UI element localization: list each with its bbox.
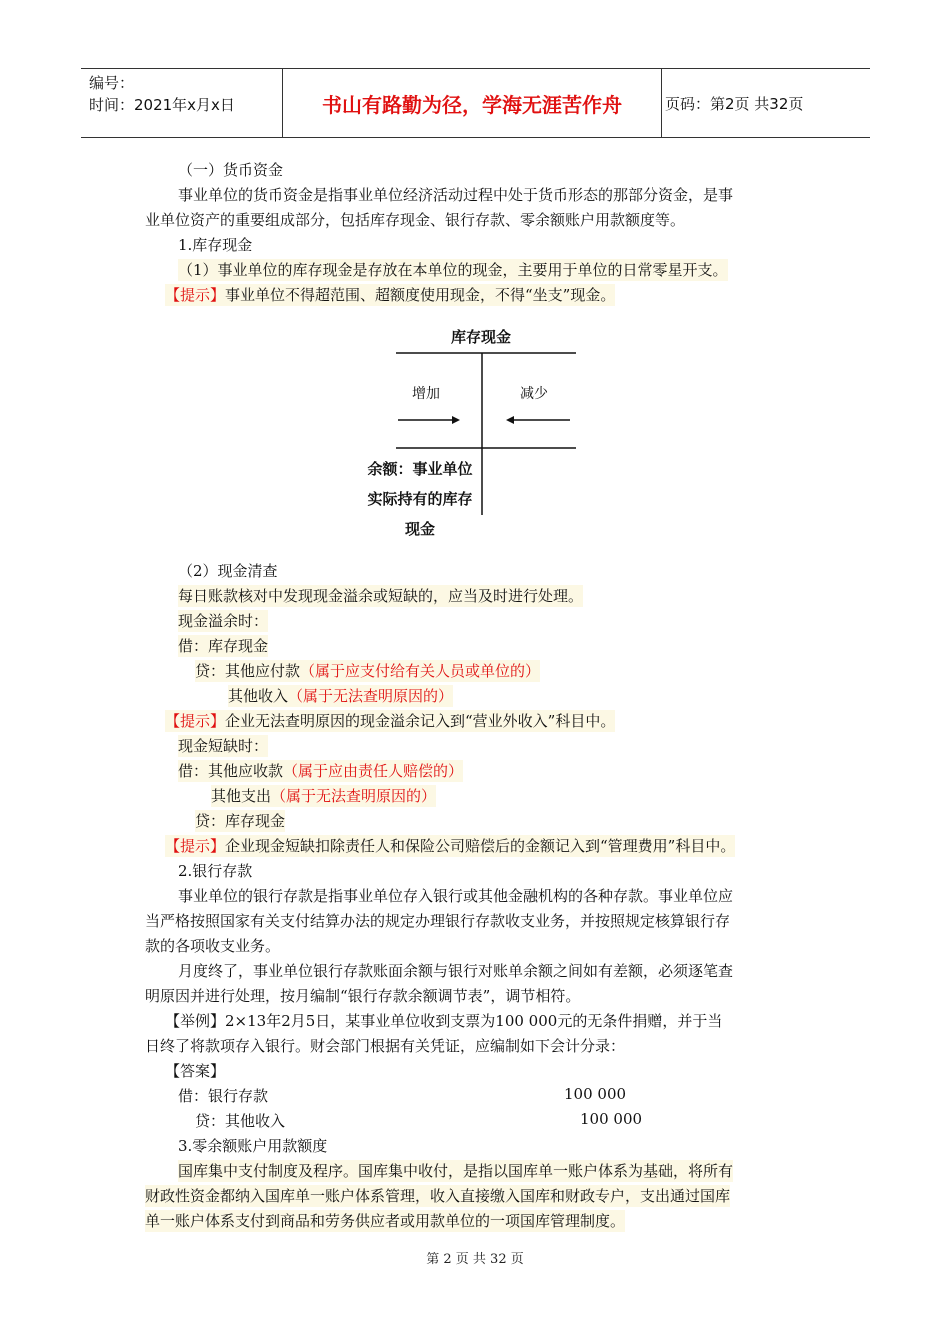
paragraph-line: 每日账款核对中发现现金溢余或短缺的，应当及时进行处理。 [178,587,584,605]
header-divider [661,69,662,137]
entry-line: 借：银行存款 [178,1087,269,1105]
subsection-heading: 3.零余额账户用款额度 [178,1137,328,1155]
t-account-title: 库存现金 [450,328,511,346]
balance-line: 实际持有的库存 [367,490,473,508]
paragraph-line: 现金短缺时： [178,737,269,755]
paragraph-line: 国库集中支付制度及程序。国库集中收付，是指以国库单一账户体系为基础，将所有 [178,1162,734,1180]
tip-tag: 【提示】 [165,837,226,855]
entry-line: 借：库存现金 [178,637,269,655]
entry-amount: 100 000 [580,1110,643,1128]
header-page-info: 页码：第2页 共32页 [665,95,804,113]
tip-tag: 【提示】 [165,286,226,304]
t-account-credit-label: 减少 [520,386,548,402]
paragraph-line: 当严格按照国家有关支付结算办法的规定办理银行存款收支业务，并按照规定核算银行存 [145,912,731,930]
answer-tag: 【答案】 [165,1062,226,1080]
paragraph-line: 现金溢余时： [178,612,269,630]
paragraph-line: 明原因并进行处理，按月编制“银行存款余额调节表”，调节相符。 [145,987,581,1005]
page-footer: 第 2 页 共 32 页 [426,1252,524,1267]
entry-line [195,660,540,682]
entry-note: （属于无法查明原因的） [288,687,454,705]
t-account-debit-label: 增加 [412,386,440,402]
entry-note: （属于应由责任人赔偿的） [283,762,464,780]
paragraph-line: 财政性资金都纳入国库单一账户体系管理，收入直接缴入国库和财政专户，支出通过国库 [145,1187,731,1205]
balance-line: 余额：事业单位 [367,460,473,478]
header-date: 时间：2021年x月x日 [89,96,235,114]
paragraph-line: 事业单位的银行存款是指事业单位存入银行或其他金融机构的各种存款。事业单位应 [178,887,734,905]
entry-line: 贷：其他收入 [195,1112,286,1130]
paragraph-line: 款的各项收支业务。 [145,937,281,955]
balance-line: 现金 [404,520,435,538]
header-meta [89,72,235,116]
entry-account: 借：其他应收款 [178,762,284,780]
paragraph-line: 单一账户体系支付到商品和劳务供应者或用款单位的一项国库管理制度。 [145,1212,626,1230]
entry-account: 贷：其他应付款 [195,662,301,680]
paragraph-line: 业单位资产的重要组成部分，包括库存现金、银行存款、零余额账户用款额度等。 [145,211,686,229]
header-number: 编号： [89,74,135,92]
entry-note: （属于应支付给有关人员或单位的） [300,662,541,680]
header-motto: 书山有路勤为径，学海无涯苦作舟 [322,93,622,117]
tip-tag: 【提示】 [165,712,226,730]
entry-amount: 100 000 [564,1085,627,1103]
page-header [81,68,870,138]
entry-line [178,760,463,782]
entry-line [211,785,436,807]
tip-text: 企业无法查明原因的现金溢余记入到“营业外收入”科目中。 [225,712,616,730]
subsection-heading: （2）现金清查 [178,562,278,580]
section-heading: （一）货币资金 [178,161,284,179]
subsection-heading: 2.银行存款 [178,862,253,880]
tip-line [165,284,615,306]
entry-account: 其他收入 [228,687,289,705]
paragraph-line: 事业单位的货币资金是指事业单位经济活动过程中处于货币形态的那部分资金，是事 [178,186,734,204]
entry-note: （属于无法查明原因的） [271,787,437,805]
subsection-heading: 1.库存现金 [178,236,253,254]
paragraph-line: （1）事业单位的库存现金是存放在本单位的现金，主要用于单位的日常零星开支。 [178,261,728,279]
example-line: 【举例】2×13年2月5日，某事业单位收到支票为100 000元的无条件捐赠，并于当 [165,1012,723,1030]
tip-text: 事业单位不得超范围、超额度使用现金，不得“坐支”现金。 [225,286,616,304]
entry-account: 其他支出 [211,787,272,805]
example-line: 日终了将款项存入银行。财会部门根据有关凭证，应编制如下会计分录： [145,1037,626,1055]
tip-line [165,835,735,857]
entry-line: 贷：库存现金 [195,812,286,830]
t-account-balance [356,454,484,544]
tip-line [165,710,615,732]
entry-line [228,685,453,707]
paragraph-line: 月度终了，事业单位银行存款账面余额与银行对账单余额之间如有差额，必须逐笔查 [178,962,734,980]
tip-text: 企业现金短缺扣除责任人和保险公司赔偿后的金额记入到“管理费用”科目中。 [225,837,736,855]
